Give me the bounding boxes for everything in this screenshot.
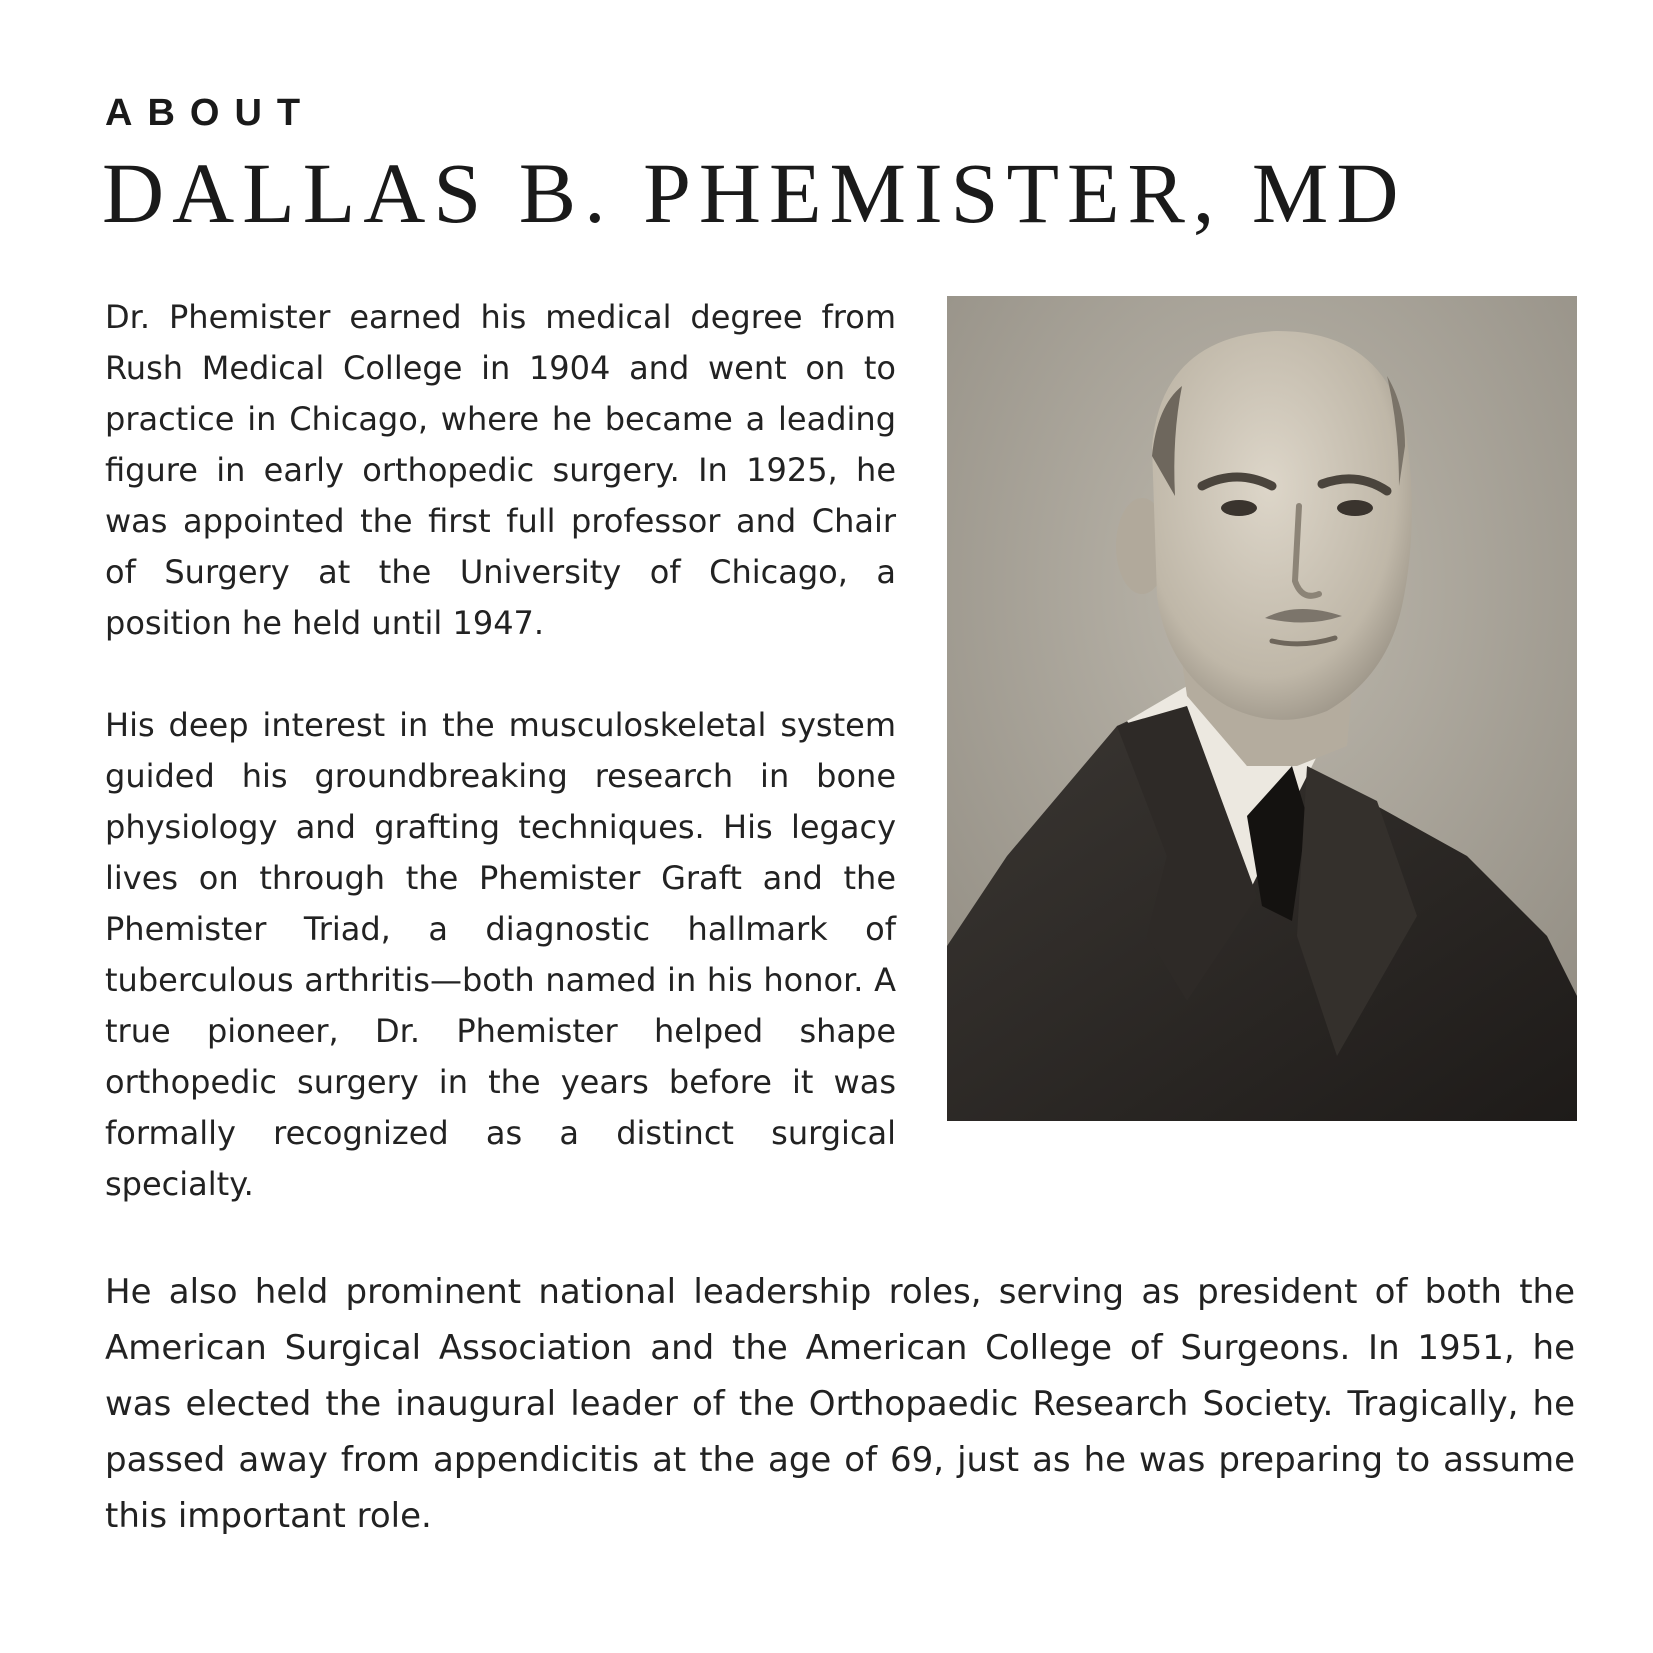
bio-paragraph-3: He also held prominent national leadership roles, serving as president of both the American Surgical Association and the American College of Surgeons. In 1951, he was elected the inaugural leader of the Orthopaedic Research Society. Tragically, he passed away from appendicitis at the age of 69, just as he was preparing to assume this important role.	[105, 1272, 1575, 1536]
portrait-photo	[947, 296, 1577, 1121]
eye-left	[1221, 500, 1257, 516]
head	[1152, 331, 1412, 720]
portrait-illustration	[947, 296, 1577, 1121]
bio-paragraph-2: His deep interest in the musculoskeletal system guided his groundbreaking research in bone physiology and grafting techniques. His legacy lives on through the Phemister Graft and the Phemister Triad, a diagnostic hallmark of tuberculous arthritis—both named in his honor. A true pioneer, Dr. Phemister helped shape orthopedic surgery in the years before it was formally recognized as a distinct surgical specialty.	[105, 706, 896, 1203]
section-kicker: ABOUT	[105, 92, 316, 134]
bio-paragraph-1: Dr. Phemister earned his medical degree from Rush Medical College in 1904 and went on to practice in Chicago, where he became a leading figure in early orthopedic surgery. In 1925, he was appointed the first full professor and Chair of Surgery at the University of Chicago, a position he held until 1947.	[105, 298, 896, 642]
eye-right	[1337, 500, 1373, 516]
page-title: DALLAS B. PHEMISTER, MD	[102, 145, 1407, 241]
